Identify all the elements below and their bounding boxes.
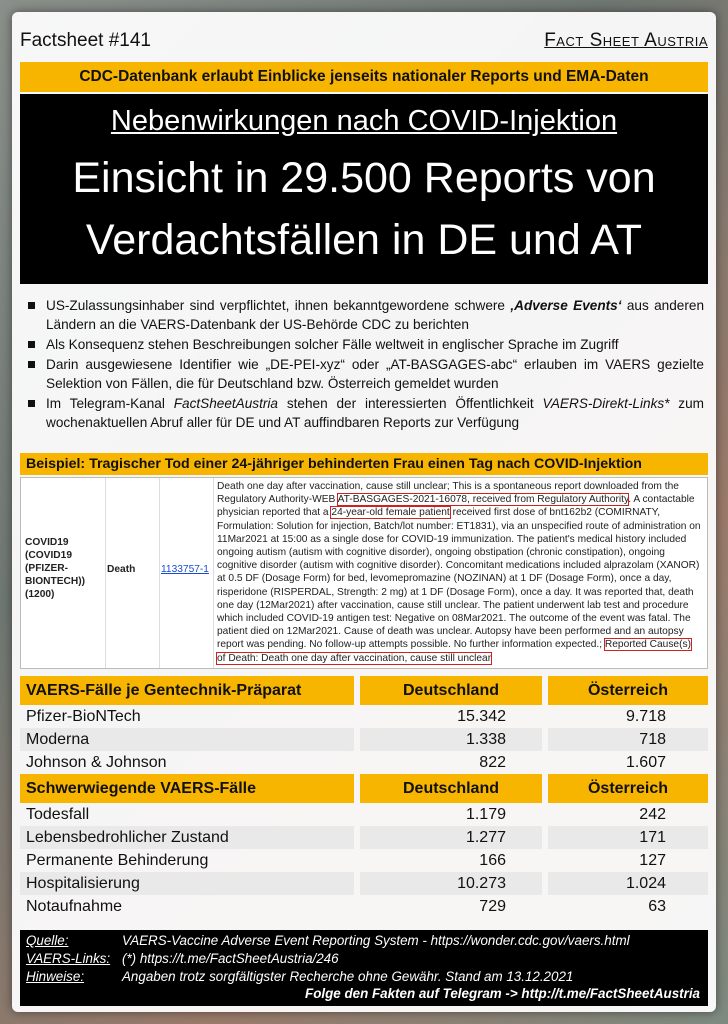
footer-notes: Hinweise: Angaben trotz sorgfältigster Recherche ohne Gewähr. Stand am 13.12.2021 xyxy=(26,969,574,984)
highlight-cause: Reported Cause(s) of Death: Death one day after vaccination, cause still unclear xyxy=(217,639,691,664)
highlight-identifier: AT-BASGAGES-2021-16078, received from Regulatory Authority xyxy=(337,494,629,506)
bullet-item: US-Zulassungsinhaber sind verpflichtet, ihnen bekanntgewordene schwere ‚Adverse Events‘ aus anderen Ländern an die VAERS-Datenbank der US-Behörde CDC zu berichten xyxy=(46,298,705,332)
example-heading: Beispiel: Tragischer Tod einer 24-jähriger behinderten Frau einen Tag nach COVID-Injektion xyxy=(20,453,708,475)
record-description: Death one day after vaccination, cause still unclear; This is a spontaneous report downloaded from the Regulatory Authority-WEB AT-BASGAGES-2021-16078, received from Regulatory Authority. A contactable physician reported that a 24-year-old female patient received first dose of bnt162b2 (COMIRNATY, Formulation: Solution for injection, Batch/lot number: ET1831), via an unspecified route of administration on 11Mar2021 at 15:00 as a single dose for COVID-19 immunization. The patient's medical history included ongoing autism (autism with cognitive disorder), ongoing obstipation (chronic constipation), ongoing cognitive disorder (autism with cognitive disorder). Concomitant medications included alprazolam (XANOR) at 0.5 DF (Dosage Form) for bed, levomepromazine (NOZINAN) at 1 DF (Dosage Form), once a day, risperidone (RISPERDAL, Strength: 2 mg) at 1 DF (Dosage Form), once a day. It was reported that, death one day (12Mar2021) after vaccination, cause still unclear. The patient underwent lab test and procedure which included COVID-19 antigen test: Negative on 08Mar2021. The outcome of the event was fatal. The patient died on 12Mar2021. Cause of death was unclear. Autopsy have been performed and an autopsy report was pending. No follow-up attempts possible. No further information expected.; Reported Cause(s) of Death: Death one day after vaccination, cause still unclear xyxy=(217,481,701,664)
title-box xyxy=(20,94,708,284)
table-row: Johnson & Johnson 822 1.607 xyxy=(26,753,666,771)
factsheet-page xyxy=(12,12,716,1012)
bullet-item: Im Telegram-Kanal FactSheetAustria stehen der interessierten Öffentlichkeit VAERS-Direkt-Links* zum wochenaktuellen Abruf aller für DE und AT auffindbaren Reports zur Verfügung xyxy=(46,396,704,430)
table-row: Pfizer-BioNTech 15.342 9.718 xyxy=(26,707,666,725)
highlight-patient: 24-year-old female patient xyxy=(331,507,450,519)
telegram-follow-link[interactable]: Folge den Fakten auf Telegram -> http://t.me/FactSheetAustria xyxy=(305,986,700,1001)
vaers-stats-table xyxy=(20,676,708,918)
title-line-3: Verdachtsfällen in DE und AT xyxy=(85,216,643,264)
table-row: Notaufnahme 729 63 xyxy=(26,897,666,915)
header xyxy=(20,30,708,58)
record-vaccine: COVID19 (COVID19 (PFIZER-BIONTECH)) (1200) xyxy=(25,537,85,600)
table1-header-row: VAERS-Fälle je Gentechnik-Präparat Deutschland Österreich xyxy=(20,676,708,705)
vaers-record-excerpt xyxy=(20,477,708,669)
table-row: Todesfall 1.179 242 xyxy=(26,805,666,823)
title-line-2: Einsicht in 29.500 Reports von xyxy=(72,154,656,202)
subtitle-banner: CDC-Datenbank erlaubt Einblicke jenseits nationaler Reports und EMA-Daten xyxy=(20,62,708,92)
record-id-link[interactable]: 1133757-1 xyxy=(161,564,209,575)
footer-source: Quelle: VAERS-Vaccine Adverse Event Reporting System - https://wonder.cdc.gov/vaers.html xyxy=(26,933,630,948)
factsheet-number: Factsheet #141 xyxy=(20,30,151,51)
brand-name: Fact Sheet Austria xyxy=(544,30,708,51)
bullet-item: Als Konsequenz stehen Beschreibungen solcher Fälle weltweit in englischer Sprache im Zugriff xyxy=(46,335,704,354)
record-outcome: Death xyxy=(107,564,136,575)
footer-links: VAERS-Links: (*) https://t.me/FactSheetAustria/246 xyxy=(26,951,339,966)
table-row: Permanente Behinderung 166 127 xyxy=(26,851,666,869)
title-line-1: Nebenwirkungen nach COVID-Injektion xyxy=(110,105,618,137)
table2-header-row: Schwerwiegende VAERS-Fälle Deutschland Österreich xyxy=(20,774,708,803)
bullet-list xyxy=(20,296,704,433)
table-row: Hospitalisierung 10.273 1.024 xyxy=(20,872,708,895)
bullet-item: Darin ausgewiesene Identifier wie „DE-PEI-xyz“ oder „AT-BASGAGES-abc“ erlauben im VAERS gezielte Selektion von Fällen, die für Deutschland bzw. Österreich gemeldet wurden xyxy=(46,357,704,391)
table-row: Lebensbedrohlicher Zustand 1.277 171 xyxy=(20,826,708,849)
footer xyxy=(20,930,708,1006)
table-row: Moderna 1.338 718 xyxy=(20,728,708,751)
